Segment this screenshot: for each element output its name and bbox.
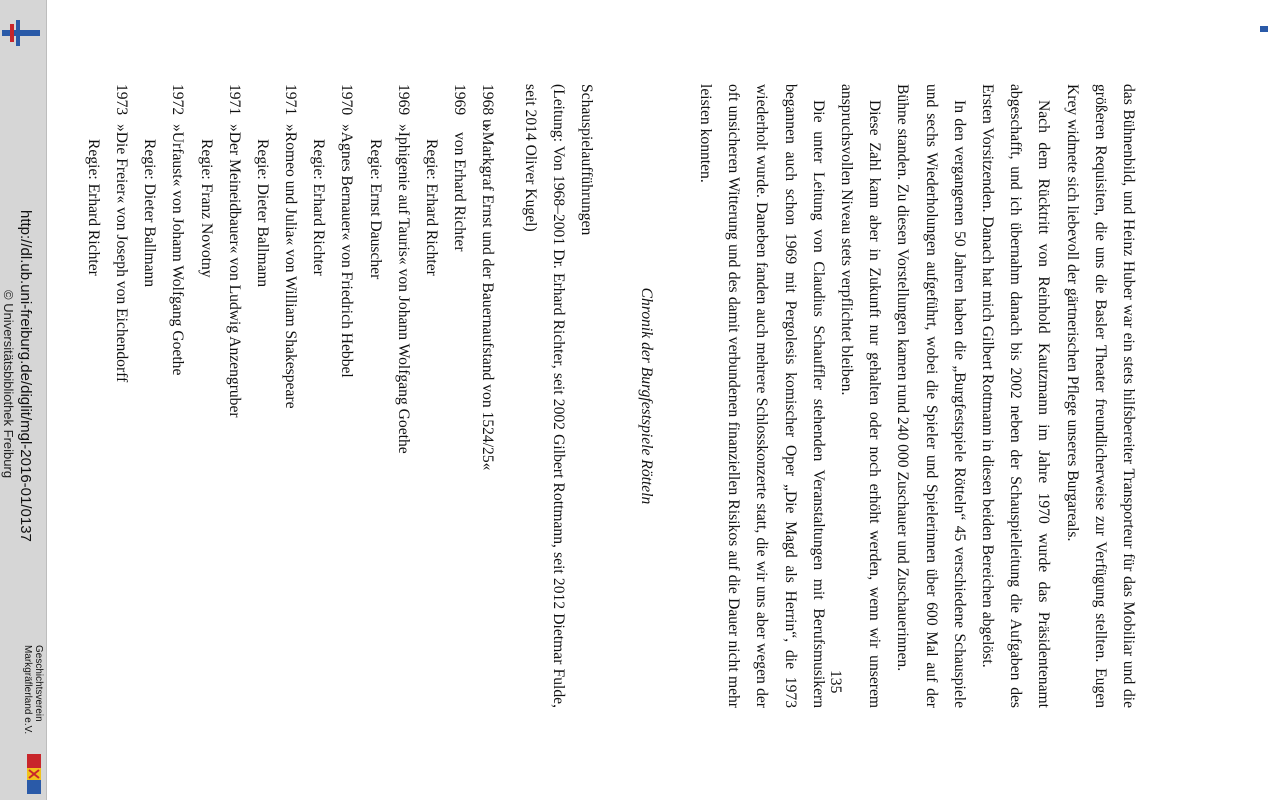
entry-director: Regie: Erhard Richter — [423, 139, 441, 276]
list-item — [445, 84, 473, 708]
entry-year: 1972 — [169, 84, 187, 116]
list-item — [79, 84, 107, 708]
entry-title: »Romeo und Julia« von William Shakespeare — [282, 124, 300, 409]
entry-director: Regie: Ernst Dauscher — [366, 139, 384, 280]
entry-year: 1971 — [225, 84, 243, 116]
entry-director: Regie: Erhard Richter — [310, 139, 328, 276]
entry-director: Regie: Erhard Richter — [84, 139, 102, 276]
list-item — [248, 84, 276, 708]
list-item — [220, 84, 248, 708]
entry-year: 1969 — [451, 84, 469, 116]
viewer-right-margin — [1260, 0, 1274, 800]
entry-year: 1969 — [394, 84, 412, 116]
body-text — [691, 84, 1142, 708]
page-number: 135 — [827, 670, 844, 694]
entry-title: »Iphigenie auf Tauris« von Johann Wolfgang Goethe — [394, 124, 412, 454]
publisher-line-1: Geschichtsverein — [33, 645, 44, 722]
list-item — [473, 84, 501, 708]
viewer-logo-icon — [2, 16, 40, 50]
chronik-section — [79, 84, 600, 708]
entry-title: »Markgraf Ernst und der Bauernaufstand von 1524/25« — [479, 124, 497, 471]
schauspiel-heading: Schauspielaufführungen — [578, 84, 595, 236]
paragraph-3: In den vergangenen 50 Jahren haben die „Burgfestspiele Rötteln“ 45 verschiedene Schauspiele und sechs Wiederholungen aufgeführt, wobei die Spieler und Spielerinnen über 600 Mal auf der Bühne standen. Zu diesen Vorstellungen kamen rund 240 000 Zuschauer und Zuschauerinnen. — [894, 84, 968, 708]
list-item — [304, 84, 332, 708]
list-item — [332, 84, 360, 708]
entry-year: 1968 u. — [479, 84, 497, 131]
document-page — [84, 84, 1142, 708]
entry-director: Regie: Dieter Ballmann — [141, 139, 159, 288]
list-item — [417, 84, 445, 708]
paragraph-4: Diese Zahl kann aber in Zukunft nur gehalten oder noch erhöht werden, wenn wir unserem anspruchsvollen Niveau stets verpflichtet bleiben. — [837, 84, 884, 708]
list-item — [360, 84, 388, 708]
entry-year: 1971 — [282, 84, 300, 116]
entry-title: »Die Freier« von Joseph von Eichendorff — [112, 124, 130, 383]
entry-director: Regie: Dieter Ballmann — [253, 139, 271, 288]
entry-year: 1970 — [338, 84, 356, 116]
entry-title: »Urfaust« von Johann Wolfgang Goethe — [169, 124, 187, 376]
paragraph-1: das Bühnenbild, und Heinz Huber war ein stets hilfsbereiter Transporteur für das Mobiliar und die größeren Requisiten, die uns die Basler Theater freundlicherweise zur Verfügung stellten. Eugen Krey widmete sich liebevoll der gärtnerischen Pflege unseres Burgareals. — [1063, 84, 1137, 708]
publisher-name — [22, 645, 44, 734]
list-item — [191, 84, 219, 708]
paragraph-5: Die unter Leitung von Claudius Schauffler stehenden Veranstaltungen mit Berufsmusikern begannen auch schon 1969 mit Pergolesis komischer Oper „Die Magd als Herrin“, die 1973 wiederholt wurde. Daneben fanden auch mehrere Schlosskonzerte statt, die wir uns aber wegen der oft unsicheren Witterung und des damit verbundenen finanziellen Risikos auf die Dauer nicht mehr leisten konnten. — [696, 84, 827, 708]
list-item — [135, 84, 163, 708]
entry-director: Regie: Franz Novotny — [197, 139, 215, 278]
viewer-edge-mark-icon — [1260, 18, 1268, 40]
publisher-line-2: Markgräflerland e.V. — [22, 645, 33, 735]
section-title: Chronik der Burgfestspiele Rötteln — [638, 287, 655, 505]
performance-list — [79, 84, 502, 708]
leitung-note: (Leitung: Von 1968–2001 Dr. Erhard Richter, seit 2002 Gilbert Rottmann, seit 2012 Dietmar Fulde, seit 2014 Oliver Kugel) — [521, 84, 567, 708]
list-item — [389, 84, 417, 708]
copyright-notice: © Universitätsbibliothek Freiburg — [1, 290, 16, 479]
paragraph-2: Nach dem Rücktritt von Reinhold Kautzmann im Jahre 1970 wurde das Präsidentenamt abgeschafft, und ich übernahm danach bis 2002 neben der Schauspielleitung die Aufgaben des Ersten Vorsitzenden. Danach hat mich Gilbert Rottmann in diesen beiden Bereichen abgelöst. — [978, 84, 1053, 708]
list-item — [107, 84, 135, 708]
entry-title: »Agnes Bernauer« von Friedrich Hebbel — [338, 124, 356, 378]
coat-of-arms-icon — [26, 752, 42, 796]
list-item — [276, 84, 304, 708]
entry-title: von Erhard Richter — [451, 132, 469, 252]
list-item — [163, 84, 191, 708]
source-url[interactable]: http://dl.ub.uni-freiburg.de/diglit/mgl-2016-01/0137 — [17, 210, 34, 542]
entry-title: »Der Meineidbauer« von Ludwig Anzengruber — [225, 124, 243, 418]
entry-year: 1973 — [112, 84, 130, 116]
